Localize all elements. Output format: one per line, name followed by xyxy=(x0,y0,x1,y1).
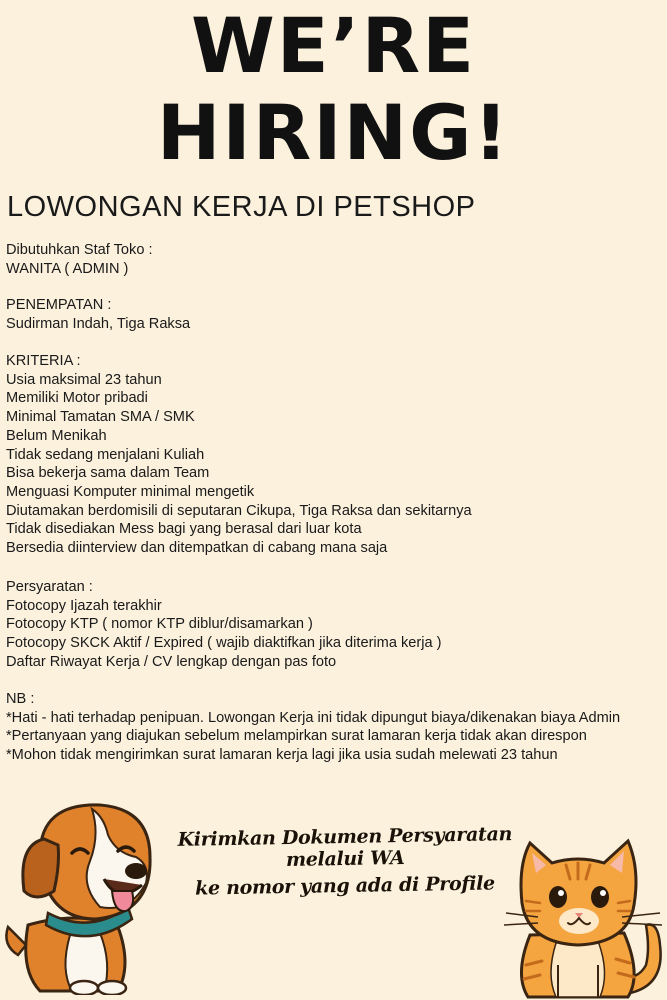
notes-label: NB : xyxy=(6,691,35,707)
requirements-label: Persyaratan : xyxy=(6,579,93,595)
note-item: *Hati - hati terhadap penipuan. Lowongan Kerja ini tidak dipungut biaya/dikenakan biaya Admin xyxy=(6,709,621,726)
cta-line-2: ke nomor yang ada di Profile xyxy=(194,872,496,900)
criteria-item: Usia maksimal 23 tahun xyxy=(6,371,162,388)
placement-label: PENEMPATAN : xyxy=(6,297,112,313)
criteria-item: Tidak disediakan Mess bagi yang berasal dari luar kota xyxy=(6,521,362,538)
criteria-item: Memiliki Motor pribadi xyxy=(6,390,148,407)
note-item: *Mohon tidak mengirimkan surat lamaran kerja lagi jika usia sudah melewati 23 tahun xyxy=(6,747,558,764)
notes-section xyxy=(6,690,620,765)
criteria-section xyxy=(6,352,472,558)
criteria-item: Bersedia diinterview dan ditempatkan di cabang mana saja xyxy=(6,540,388,557)
staff-value: WANITA ( ADMIN ) xyxy=(6,260,129,277)
criteria-item: Tidak sedang menjalani Kuliah xyxy=(6,446,205,463)
staff-section xyxy=(6,241,153,278)
criteria-item: Menguasi Komputer minimal mengetik xyxy=(6,483,255,500)
requirement-item: Daftar Riwayat Kerja / CV lengkap dengan pas foto xyxy=(6,653,337,670)
requirements-section xyxy=(6,578,442,672)
requirement-item: Fotocopy SKCK Aktif / Expired ( wajib diaktifkan jika diterima kerja ) xyxy=(6,635,442,652)
placement-section xyxy=(6,296,190,333)
criteria-item: Diutamakan berdomisili di seputaran Cikupa, Tiga Raksa dan sekitarnya xyxy=(6,502,472,519)
cta-line-1: Kirimkan Dokumen Persyaratan melalui WA xyxy=(177,823,513,872)
criteria-item: Minimal Tamatan SMA / SMK xyxy=(6,409,195,426)
staff-label: Dibutuhkan Staf Toko : xyxy=(6,242,153,258)
headline-line-2: HIRING! xyxy=(156,88,511,177)
placement-value: Sudirman Indah, Tiga Raksa xyxy=(6,315,191,332)
subtitle: LOWONGAN KERJA DI PETSHOP xyxy=(7,191,476,223)
headline-line-1: WE’RE xyxy=(190,1,477,90)
criteria-item: Bisa bekerja sama dalam Team xyxy=(6,465,210,482)
criteria-item: Belum Menikah xyxy=(6,427,107,444)
requirement-item: Fotocopy KTP ( nomor KTP diblur/disamarkan ) xyxy=(6,616,313,633)
note-item: *Pertanyaan yang diajukan sebelum melampirkan surat lamaran kerja tidak akan direspon xyxy=(6,728,587,745)
criteria-label: KRITERIA : xyxy=(6,353,81,369)
requirement-item: Fotocopy Ijazah terakhir xyxy=(6,597,162,614)
